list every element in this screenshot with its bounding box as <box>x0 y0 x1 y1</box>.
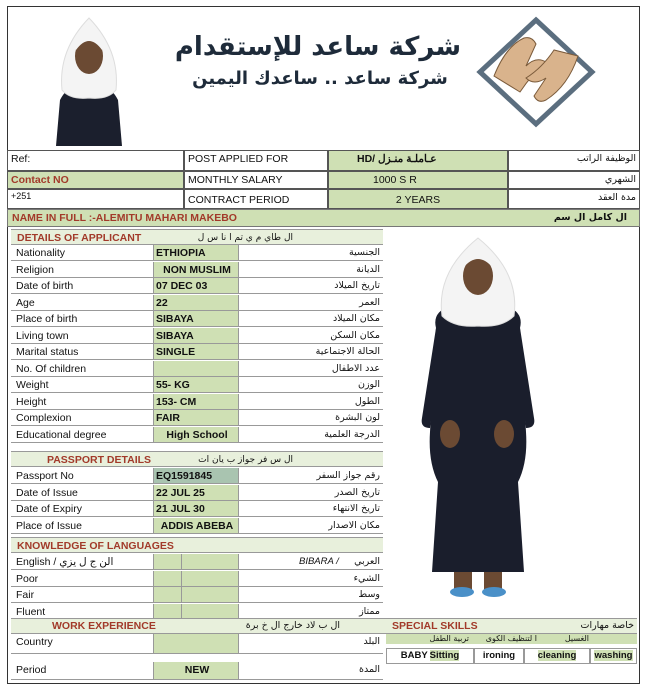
language-value-secondary <box>181 571 238 587</box>
language-value <box>153 571 181 587</box>
details-ar: الديانة <box>238 262 383 278</box>
language-ar <box>238 571 383 587</box>
details-label: Complexion <box>11 410 153 426</box>
skill-ar-baby: تربية الطفل <box>429 634 469 643</box>
skill-label: cleaning <box>537 650 577 661</box>
period-label: Period <box>16 664 47 676</box>
passport-title-ar: ال س فر جواز ب يان ات <box>198 455 293 465</box>
country-value-cell <box>153 634 238 654</box>
language-label: English / الن ج ل يزي <box>11 554 153 570</box>
details-label: No. Of children <box>11 361 153 377</box>
passport-value: EQ1591845 <box>153 468 238 484</box>
details-label: Height <box>11 394 153 410</box>
passport-header <box>11 451 383 467</box>
details-value: High School <box>153 427 238 443</box>
details-title: DETAILS OF APPLICANT <box>17 232 142 244</box>
period-value: NEW <box>184 664 210 676</box>
details-ar: الحالة الاجتماعية <box>238 344 383 360</box>
details-value <box>153 361 238 377</box>
period-label-cell <box>11 662 153 680</box>
skills-title-ar: خاصة مهارات <box>580 620 634 631</box>
country-label: Country <box>16 636 53 648</box>
details-ar: مكان السكن <box>238 328 383 344</box>
skill-cell <box>590 648 637 664</box>
details-label: Religion <box>11 262 153 278</box>
language-label: Poor <box>11 571 153 587</box>
languages-title: KNOWLEDGE OF LANGUAGES <box>17 540 174 552</box>
details-label: Age <box>11 295 153 311</box>
details-ar: العمر <box>238 295 383 311</box>
passport-value: ADDIS ABEBA <box>153 518 238 534</box>
salary-value-cell <box>328 171 508 189</box>
skill-cell <box>474 648 524 664</box>
passport-value: 22 JUL 25 <box>153 485 238 501</box>
details-ar: عدد الاطفال <box>238 361 383 377</box>
language-extra: BIBARA / <box>299 556 339 567</box>
details-value: 22 <box>153 295 238 311</box>
period-ar-cell <box>238 662 383 680</box>
contact-cell <box>7 171 184 189</box>
passport-ar: رقم جواز السفر <box>238 468 383 484</box>
skill-label: ironing <box>482 650 516 661</box>
skill-cell <box>524 648 590 664</box>
skill-value: Sitting <box>429 650 460 661</box>
post-value: HD/ عـاملـة منـزل <box>357 153 437 165</box>
skill-label: washing <box>594 650 633 661</box>
contact-label: Contact NO <box>11 174 69 186</box>
passport-ar: مكان الاصدار <box>238 518 383 534</box>
post-ar-cell <box>508 150 640 171</box>
post-ar: الوظيفة الراتب <box>576 153 636 164</box>
post-label-cell <box>184 150 328 171</box>
details-ar: الجنسية <box>238 245 383 261</box>
country-label-cell <box>11 634 153 654</box>
language-ar-label: ممتاز <box>359 605 380 617</box>
company-slogan-ar: شركة ساعد .. ساعدك اليمين <box>192 68 448 89</box>
language-value-secondary <box>181 587 238 603</box>
ref-label: Ref: <box>11 153 31 165</box>
name-ar: ال كامل ال سم <box>553 212 627 223</box>
period-value-cell <box>153 662 238 680</box>
details-label: Marital status <box>11 344 153 360</box>
contract-value: 2 YEARS <box>395 194 441 206</box>
passport-ar: تاريخ الانتهاء <box>238 501 383 517</box>
details-value: SIBAYA <box>153 311 238 327</box>
language-value <box>153 554 181 570</box>
details-ar: تاريخ الميلاد <box>238 278 383 294</box>
period-ar: المدة <box>359 664 380 675</box>
skill-cell <box>386 648 474 664</box>
language-ar-label: الشيء <box>353 572 380 584</box>
post-value-cell <box>328 150 508 171</box>
ref-cell <box>7 150 184 171</box>
details-value: 153- CM <box>153 394 238 410</box>
name-label: NAME IN FULL :-ALEMITU MAHARI MAKEBO <box>12 212 237 224</box>
details-value: NON MUSLIM <box>153 262 238 278</box>
passport-title: PASSPORT DETAILS <box>47 454 152 466</box>
details-label: Place of birth <box>11 311 153 327</box>
details-ar: لون البشرة <box>238 410 383 426</box>
passport-value: 21 JUL 30 <box>153 501 238 517</box>
skill-ar-cleaning: ا لتنظيف الكوى <box>485 634 537 643</box>
details-label: Date of birth <box>11 278 153 294</box>
details-value: SIBAYA <box>153 328 238 344</box>
details-ar: الطول <box>238 394 383 410</box>
skills-ar-row <box>386 634 637 644</box>
company-logo <box>476 16 596 128</box>
language-label: Fair <box>11 587 153 603</box>
language-value-secondary <box>181 554 238 570</box>
language-ar <box>238 554 383 570</box>
salary-label: MONTHLY SALARY <box>188 174 283 186</box>
passport-label: Date of Expiry <box>11 501 153 517</box>
details-value: ETHIOPIA <box>153 245 238 261</box>
passport-label: Passport No <box>11 468 153 484</box>
work-title-ar: ال ب لاد خارج ال خ برة <box>245 620 340 631</box>
phone-cell <box>7 189 184 209</box>
company-name-ar: شركة ساعد للإستقدام <box>174 32 462 62</box>
details-ar: مكان الميلاد <box>238 311 383 327</box>
contract-label: CONTRACT PERIOD <box>188 194 290 206</box>
details-header <box>11 229 383 245</box>
salary-value: 1000 S R <box>373 174 417 186</box>
work-title: WORK EXPERIENCE <box>52 620 156 632</box>
contract-value-cell <box>328 189 508 209</box>
salary-ar: الشهري <box>604 174 636 185</box>
skill-ar-washing: الغسيل <box>564 634 589 643</box>
details-label: Weight <box>11 377 153 393</box>
details-label: Living town <box>11 328 153 344</box>
skills-title: SPECIAL SKILLS <box>392 620 478 632</box>
language-ar-label: العربي <box>354 556 380 567</box>
salary-ar-cell <box>508 171 640 189</box>
details-value: 55- KG <box>153 377 238 393</box>
details-ar: الوزن <box>238 377 383 393</box>
country-ar: البلد <box>363 636 380 647</box>
applicant-photo-small <box>48 10 130 146</box>
passport-label: Place of Issue <box>11 518 153 534</box>
passport-ar: تاريخ الصدر <box>238 485 383 501</box>
details-value: FAIR <box>153 410 238 426</box>
salary-label-cell <box>184 171 328 189</box>
details-ar: الدرجة العلمية <box>238 427 383 443</box>
contract-ar-cell <box>508 189 640 209</box>
details-label: Educational degree <box>11 427 153 443</box>
details-label: Nationality <box>11 245 153 261</box>
language-value <box>153 587 181 603</box>
phone-prefix: +251 <box>11 191 32 201</box>
details-title-ar: ال طاي م ي تم ا نا س ل <box>197 233 293 243</box>
passport-label: Date of Issue <box>11 485 153 501</box>
country-ar-cell <box>238 634 383 654</box>
contract-label-cell <box>184 189 328 209</box>
post-label: POST APPLIED FOR <box>188 153 289 165</box>
details-value: SINGLE <box>153 344 238 360</box>
contract-ar: مدة العقد <box>598 192 636 203</box>
skill-label: BABY <box>400 650 428 661</box>
languages-header <box>11 537 383 553</box>
language-ar <box>238 587 383 603</box>
name-bar <box>7 209 640 227</box>
details-value: 07 DEC 03 <box>153 278 238 294</box>
applicant-photo-full <box>418 232 538 602</box>
language-label: Fluent <box>11 604 153 620</box>
language-ar-label: وسط <box>358 589 380 600</box>
